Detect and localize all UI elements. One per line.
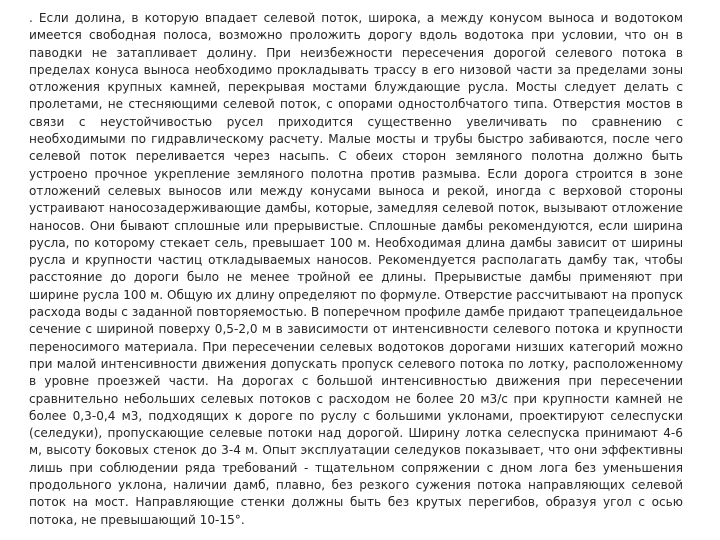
text-block [29, 10, 683, 529]
body-paragraph: . Если долина, в которую впадает селевой поток, широка, а между конусом выноса и водотоком имеется свободная полоса, возможно проложить дорогу вдоль водотока при условии, что он в паводки не затапливает долину. При неизбежности пересечения дорогой селевого потока в пределах конуса выноса необходимо прокладывать трассу в его низовой части за пределами зоны отложения крупных камней, перекрывая мостами блуждающие русла. Мосты следует делать с пролетами, не стесняющими селевой поток, с опорами одностолбчатого типа. Отверстия мостов в связи с неустойчивостью русел приходится существенно увеличивать по сравнению с необходимыми по гидравлическому расчету. Малые мосты и трубы быстро забиваются, после чего селевой поток переливается через насыпь. С обеих сторон земляного полотна должно быть устроено прочное укрепление земляного полотна против размыва. Если дорога строится в зоне отложений селевых выносов или между конусами выноса и рекой, иногда с верховой стороны устраивают наносозадерживающие дамбы, которые, замедляя селевой поток, вызывают отложение наносов. Они бывают сплошные или прерывистые. Сплошные дамбы рекомендуются, если ширина русла, по которому стекает сель, превышает 100 м. Необходимая длина дамбы зависит от ширины русла и крупности частиц откладываемых наносов. Рекомендуется располагать дамбу так, чтобы расстояние до дороги было не менее тройной ее длины. Прерывистые дамбы применяют при ширине русла 100 м. Общую их длину определяют по формуле. Отверстие рассчитывают на пропуск расхода воды с заданной повторяемостью. В поперечном профиле дамбе придают трапецеидальное сечение с шириной поверху 0,5-2,0 м в зависимости от интенсивности селевого потока и крупности переносимого материала. При пересечении селевых водотоков дорогами низших категорий можно при малой интенсивности движения допускать пропуск селевого потока по лотку, расположенному в уровне проезжей части. На дорогах с большой интенсивностью движения при пересечении сравнительно небольших селевых потоков с расходом не более 20 м3/с при крупности камней не более 0,3-0,4 м3, подходящих к дороге по руслу с большими уклонами, проектируют селеспуски (селедуки), пропускающие селевые потоки над дорогой. Ширину лотка селеспуска принимают 4-6 м, высоту боковых стенок до 3-4 м. Опыт эксплуатации селедуков показывает, что они эффективны лишь при соблюдении ряда требований - тщательном сопряжении с дном лога без уменьшения продольного уклона, наличии дамб, плавно, без резкого сужения потока направляющих селевой поток на мост. Направляющие стенки должны быть без крутых перегибов, образуя угол с осью потока, не превышающий 10-15°. [29, 11, 683, 527]
